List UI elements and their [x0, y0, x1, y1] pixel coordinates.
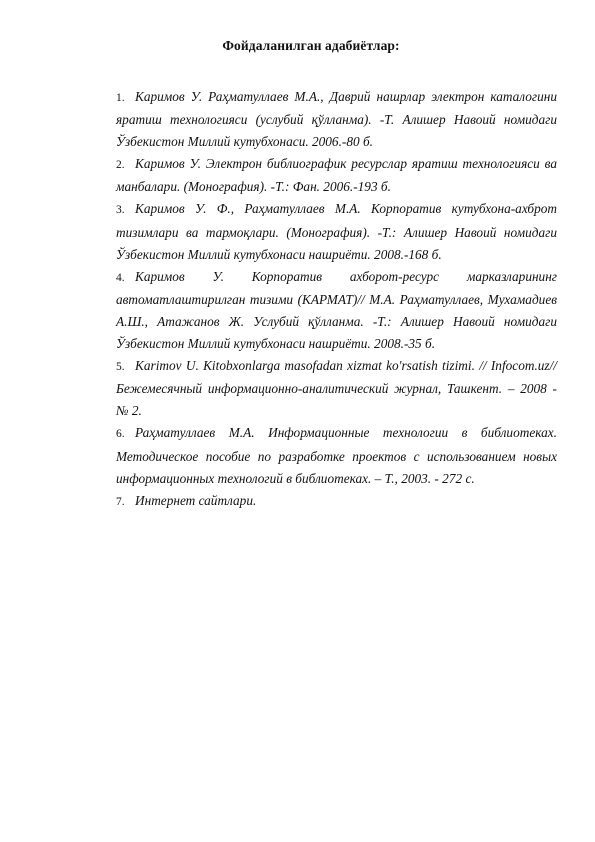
reference-item [116, 198, 557, 265]
reference-item [116, 422, 557, 489]
reference-item [116, 86, 557, 153]
reference-text: Karimov U. Kitobxonlarga masofadan xizmat ko'rsatish tizimi. // Infocom.uz// Бежемесячный информационно-аналитический журнал, Ташкент. – 2008 - № 2. [116, 358, 557, 419]
reference-item [116, 490, 557, 513]
reference-number: 4. [116, 271, 125, 284]
page-title: Фойдаланилган адабиётлар: [222, 38, 400, 53]
reference-text: Каримов У. Электрон библиографик ресурслар яратиш технологияси ва манбалари. (Монография). -Т.: Фан. 2006.-193 б. [116, 156, 557, 195]
reference-number: 3. [116, 204, 125, 217]
reference-number: 6. [116, 428, 125, 441]
reference-number: 5. [116, 361, 125, 374]
reference-text: Интернет сайтлари. [135, 492, 257, 508]
reference-number: 7. [116, 495, 125, 508]
reference-text: Каримов У. Раҳматуллаев М.А., Даврий нашрлар электрон каталогини яратиш технологияси (услубий қўлланма). -Т. Алишер Навоий номидаги Ўзбекистон Миллий кутубхонаси. 2006.-80 б. [116, 89, 557, 150]
reference-text: Каримов У. Ф., Раҳматуллаев М.А. Корпоратив кутубхона-ахброт тизимлари ва тармоқлари. (Монография). -Т.: Алишер Навоий номидаги Ўзбекистон Миллий кутубхонаси нашриёти. 2008.-168 б. [116, 201, 557, 262]
reference-item [116, 355, 557, 422]
reference-number: 1. [116, 92, 125, 104]
reference-list [116, 86, 557, 513]
reference-item [116, 153, 557, 198]
reference-text: Раҳматуллаев М.А. Информационные технологии в библиотеках. Методическое пособие по разработке проектов с использованием новых информационных технологий в библиотеках. – Т., 2003. - 272 с. [116, 425, 557, 486]
reference-text: Каримов У. Корпоратив ахборот-ресурс марказларининг автоматлаштирилган тизими (КАРМАТ)// М.А. Раҳматуллаев, Мухамадиев А.Ш., Атажанов Ж. Услубий қўлланма. -Т.: Алишер Навоий номидаги Ўзбекистон Миллий кутубхонаси нашриёти. 2008.-35 б. [116, 268, 557, 352]
reference-number: 2. [116, 159, 125, 172]
reference-item [116, 266, 557, 355]
